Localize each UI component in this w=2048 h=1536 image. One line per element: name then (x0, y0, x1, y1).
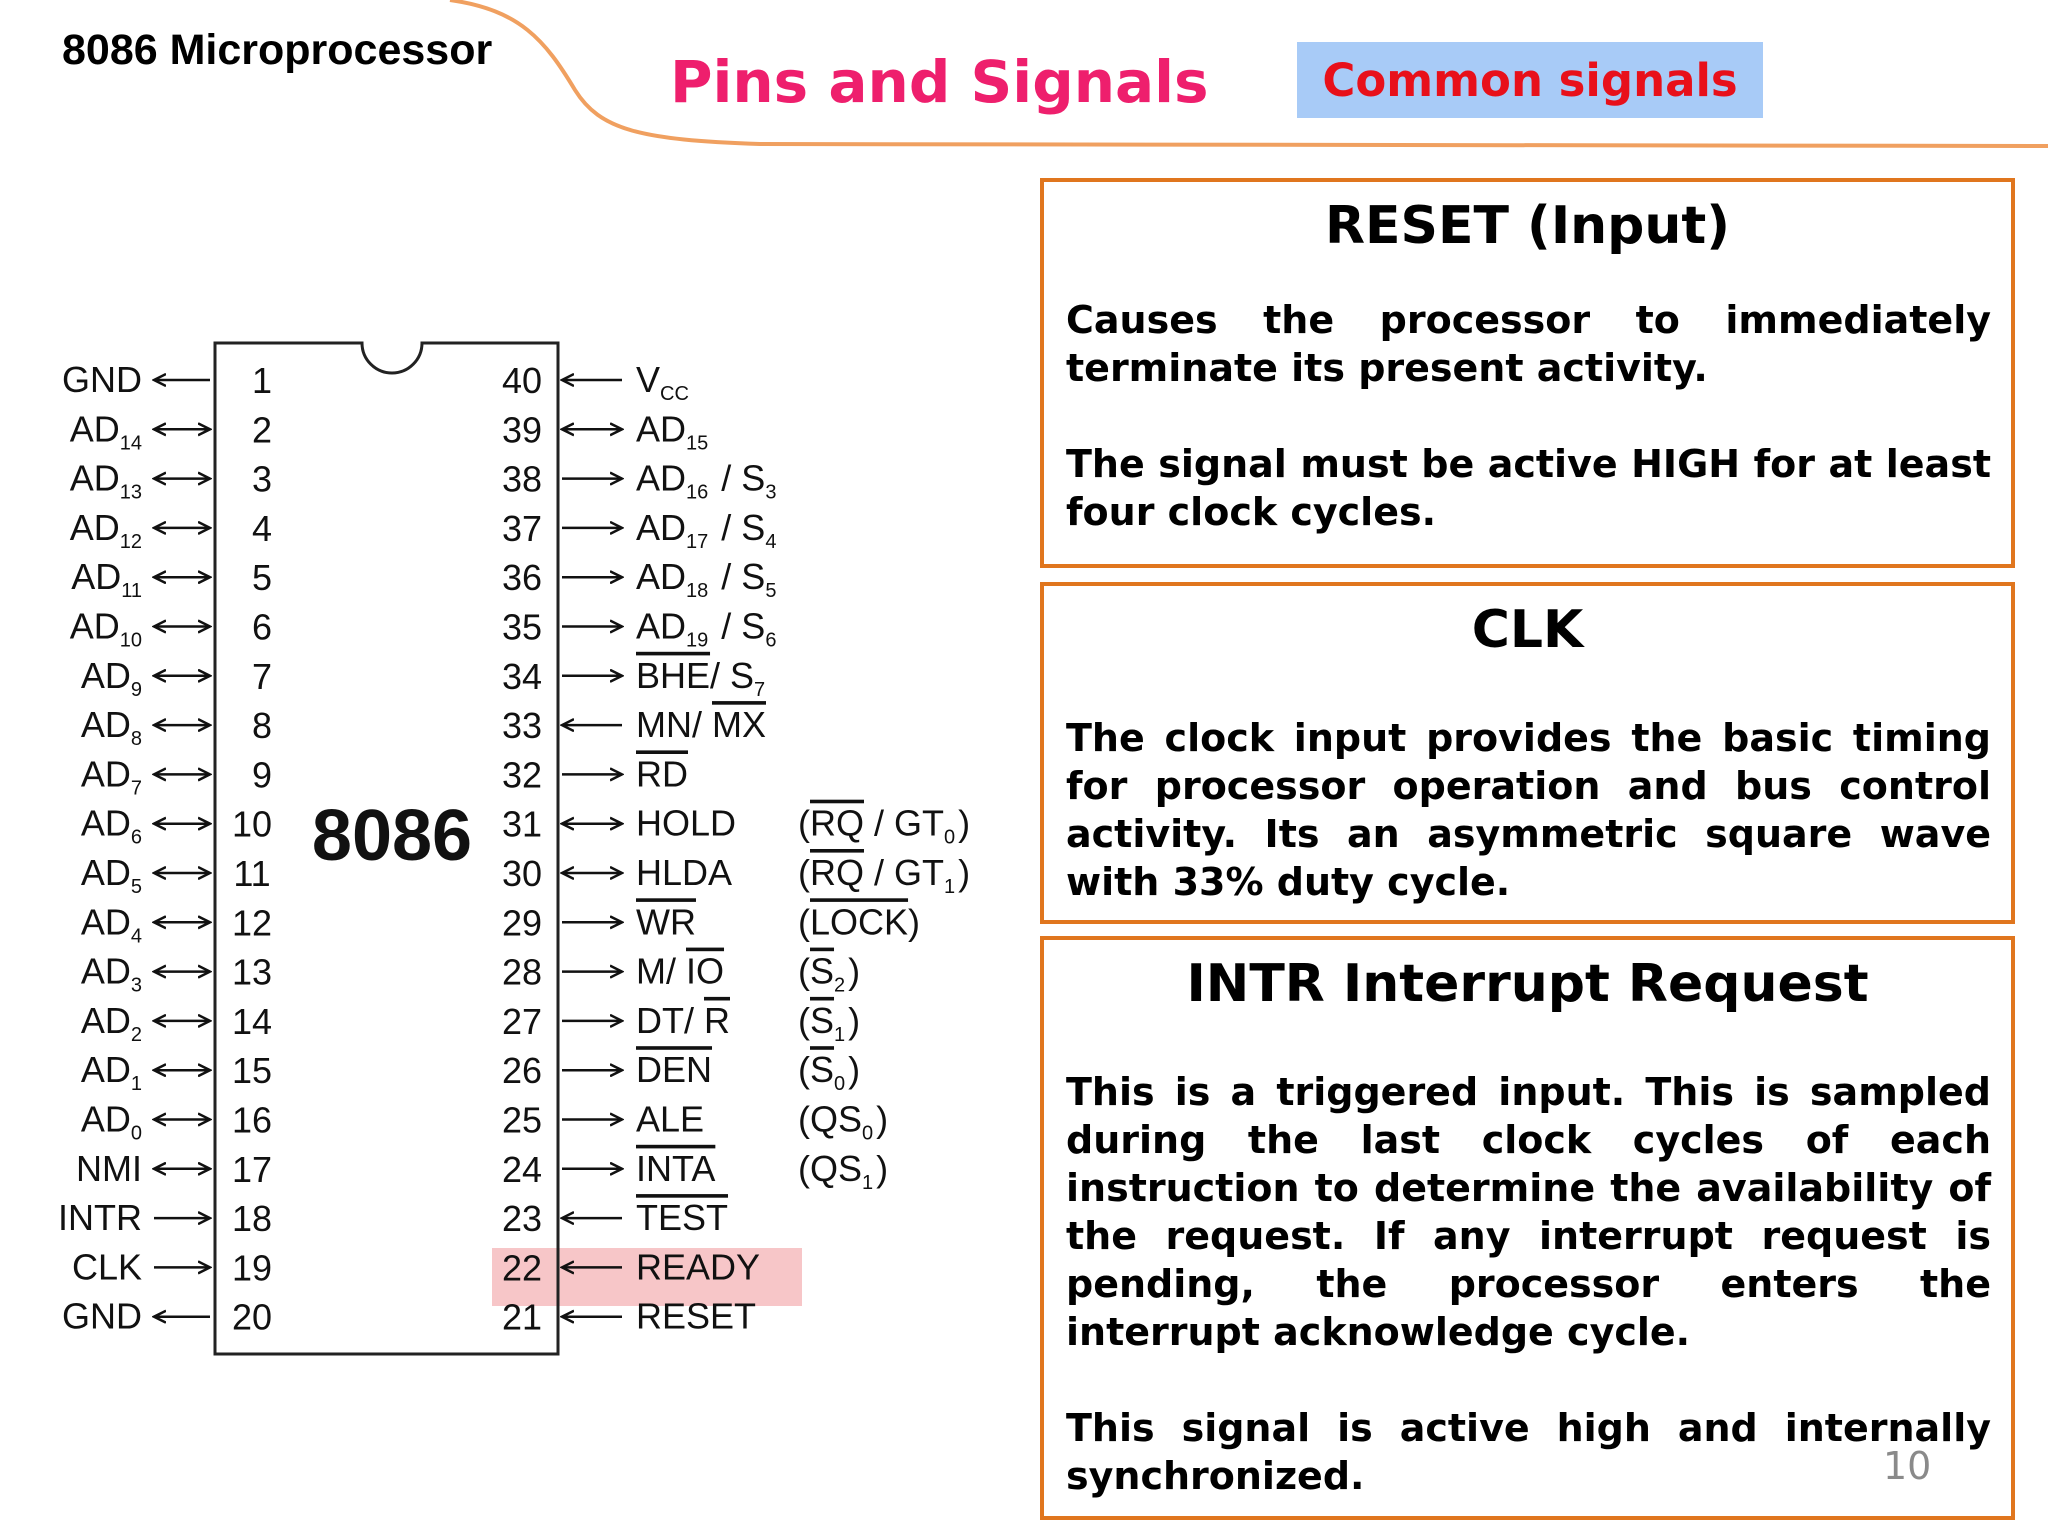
signal-text-part: R (704, 999, 730, 1041)
pin-number: 34 (501, 655, 543, 697)
pin-number: 5 (251, 557, 273, 599)
pin-number: 27 (501, 1000, 543, 1042)
signal-subscript: 8 (130, 728, 142, 751)
signal-subscript: 15 (686, 432, 709, 455)
signal-text-part: NMI (76, 1147, 142, 1189)
signal-subscript: 13 (119, 481, 142, 504)
chip-label: 8086 (311, 796, 473, 876)
pin-number: 26 (501, 1050, 543, 1092)
signal-text-part: ) (908, 901, 921, 943)
signal-text-part: ) (848, 950, 861, 992)
pin-alternate-signal (798, 1049, 860, 1095)
signal-text-part: AD (69, 408, 120, 450)
signal-subscript: 2 (834, 974, 846, 997)
signal-text-part: / S (710, 654, 755, 696)
signal-text-part: MX (712, 704, 766, 746)
pin-signal-label (636, 606, 779, 652)
pin-signal-label (62, 1296, 142, 1337)
pin-row-3 (70, 458, 272, 504)
pin-number: 16 (231, 1099, 273, 1141)
pin-signal-label (81, 901, 142, 947)
signal-subscript: 0 (834, 1073, 846, 1096)
signal-text-part: GND (62, 1295, 142, 1337)
signal-text-part: M/ (636, 950, 686, 992)
pin-number: 19 (231, 1247, 273, 1289)
pin-signal-label (70, 458, 142, 504)
pin-number: 3 (251, 458, 273, 500)
signal-text-part: TEST (636, 1197, 729, 1239)
signal-text-part: / S (711, 506, 766, 548)
clk-info-box (1040, 582, 2015, 924)
signal-text-part: AD (636, 556, 687, 598)
pin-number: 31 (501, 803, 543, 845)
pin-number: 10 (231, 803, 273, 845)
pin-signal-label (81, 951, 142, 997)
pin-number: 14 (231, 1000, 273, 1042)
clk-description: The clock input provides the basic timing for processor operation and bus control activity. Its an asymmetric square wave with 33% duty cycle. (1066, 716, 1991, 904)
signal-text-part: / GT (864, 802, 944, 844)
signal-text-part: IO (686, 950, 725, 992)
signal-subscript: CC (660, 383, 689, 405)
pin-signal-label (636, 507, 779, 553)
signal-text-part: AD (636, 605, 687, 647)
pin-number: 33 (501, 705, 543, 747)
pin-number: 21 (501, 1296, 543, 1338)
pin-number: 7 (251, 655, 273, 697)
pin-row-2 (70, 408, 272, 454)
signal-subscript: 2 (130, 1023, 142, 1046)
signal-text-part: RQ (810, 852, 864, 893)
pin-row-20 (62, 1296, 272, 1338)
signal-subscript: 4 (765, 530, 777, 553)
signal-subscript: 1 (862, 1171, 874, 1194)
pin-number: 15 (231, 1050, 273, 1092)
pin-row-27 (502, 1000, 860, 1046)
pin-number: 39 (501, 409, 543, 451)
clk-title: CLK (1471, 600, 1584, 660)
pin-signal-label (636, 1049, 712, 1090)
pin-number: 29 (501, 902, 543, 944)
signal-text-part: RQ (810, 802, 864, 844)
pin-number: 28 (501, 951, 543, 993)
pin-signal-label (71, 556, 142, 602)
pin-signal-label (70, 507, 142, 553)
signal-subscript: 19 (686, 629, 709, 652)
pin-row-16 (81, 1099, 272, 1145)
pin-signal-label (76, 1148, 142, 1189)
signal-text-part: S (810, 999, 835, 1041)
signal-text-part: ( (798, 999, 810, 1041)
pin-row-7 (81, 655, 272, 701)
signal-text-part: INTA (636, 1147, 716, 1189)
pin-row-37 (502, 507, 779, 553)
signal-subscript: 1 (130, 1073, 142, 1096)
signal-subscript: 9 (130, 678, 142, 701)
signal-text-part: DEN (636, 1049, 713, 1091)
pin-row-9 (81, 753, 272, 799)
signal-text-part: AD (80, 999, 131, 1041)
signal-subscript: 16 (686, 481, 709, 504)
pin-signal-label (636, 951, 724, 992)
pin-number: 24 (501, 1148, 543, 1190)
signal-subscript: 5 (765, 580, 777, 603)
signal-subscript: 3 (765, 481, 777, 504)
pin-signal-label (81, 1099, 142, 1145)
signal-subscript: 3 (130, 974, 142, 997)
pin-row-31 (502, 803, 970, 849)
pin-row-13 (81, 951, 272, 997)
pin-row-35 (502, 606, 779, 652)
signal-text-part: AD (80, 654, 131, 696)
pin-number: 30 (501, 853, 543, 894)
course-title: 8086 Microprocessor (62, 26, 493, 74)
pin-number: 11 (233, 853, 271, 894)
pin-signal-label (70, 408, 142, 454)
signal-text-part: / GT (864, 852, 944, 893)
pin-signal-label (636, 1099, 704, 1140)
pin-row-25 (502, 1099, 888, 1145)
pin-row-30 (502, 852, 970, 898)
signal-text-part: AD (80, 704, 131, 746)
pin-signal-label (636, 803, 736, 844)
pin-row-6 (70, 606, 272, 652)
signal-subscript: 0 (130, 1122, 142, 1145)
section-tag-label: Common signals (1322, 53, 1738, 107)
pin-row-33 (502, 704, 766, 746)
signal-text-part: ) (876, 1098, 889, 1140)
signal-subscript: 18 (686, 580, 709, 603)
pin-row-39 (502, 408, 711, 454)
pin-row-4 (70, 507, 272, 553)
pin-number: 35 (501, 606, 543, 648)
signal-text-part: ) (848, 999, 861, 1041)
signal-text-part: / S (711, 457, 766, 499)
signal-text-part: S (810, 950, 835, 992)
pin-row-40 (502, 359, 692, 405)
signal-text-part: AD (69, 605, 120, 647)
pin-row-19 (72, 1246, 272, 1288)
section-tag (1297, 42, 1763, 118)
pin-number: 2 (251, 409, 273, 451)
slide-title: Pins and Signals (670, 48, 1209, 116)
signal-text-part: ) (848, 1049, 861, 1091)
signal-text-part: AD (80, 1049, 131, 1091)
pin-row-17 (76, 1148, 272, 1190)
pin-signal-label (81, 655, 142, 701)
pin-signal-label (81, 1049, 142, 1095)
signal-subscript: 11 (121, 580, 142, 603)
pin-number: 38 (501, 458, 543, 500)
pin-signal-label (636, 359, 692, 405)
pin-row-38 (502, 458, 779, 504)
pin-number: 32 (501, 754, 543, 796)
pin-number: 22 (501, 1247, 543, 1289)
pin-signal-label (81, 852, 142, 898)
pin-number: 17 (231, 1148, 273, 1190)
signal-subscript: 6 (130, 826, 142, 849)
pin-signal-label (636, 1148, 715, 1189)
pin-signal-label (636, 1197, 728, 1238)
signal-text-part: (QS (798, 1147, 863, 1189)
intr-note: This signal is active high and internally synchronized. (1066, 1406, 1991, 1498)
signal-text-part: ( (798, 950, 810, 992)
pin-row-26 (502, 1049, 860, 1095)
pin-number: 18 (231, 1198, 273, 1240)
signal-subscript: 1 (944, 876, 956, 898)
signal-text-part: RD (636, 753, 688, 795)
signal-text-part: AD (636, 457, 687, 499)
pin-number: 1 (251, 360, 273, 401)
signal-text-part: / S (711, 605, 766, 647)
pin-number: 25 (501, 1099, 543, 1141)
pin-signal-label (636, 1296, 756, 1337)
pin-signal-label (636, 408, 711, 454)
pin-row-29 (502, 901, 920, 943)
pin-row-8 (81, 704, 272, 750)
pin-number: 6 (251, 606, 273, 648)
pin-signal-label (72, 1246, 142, 1287)
signal-text-part: AD (636, 408, 687, 450)
pin-row-15 (81, 1049, 272, 1095)
signal-text-part: ) (958, 802, 971, 844)
reset-requirement: The signal must be active HIGH for at least four clock cycles. (1066, 442, 1991, 534)
signal-text-part: LOCK (810, 901, 909, 943)
signal-subscript: 7 (754, 678, 766, 701)
pin-row-14 (81, 1000, 272, 1046)
signal-text-part: AD (69, 506, 120, 548)
pin-alternate-signal (798, 852, 970, 898)
pin-signal-label (636, 901, 696, 942)
pin-signal-label (70, 606, 142, 652)
signal-text-part: AD (636, 506, 687, 548)
signal-text-part: ( (798, 802, 810, 844)
pin-row-36 (502, 556, 779, 602)
signal-text-part: AD (80, 950, 131, 992)
signal-subscript: 14 (119, 432, 142, 455)
reset-info-box (1040, 178, 2015, 568)
signal-text-part: WR (636, 901, 696, 943)
pin-number: 8 (251, 705, 273, 747)
pin-row-18 (58, 1197, 272, 1239)
pin-row-23 (502, 1197, 728, 1239)
signal-text-part: ) (876, 1147, 889, 1189)
signal-text-part: AD (80, 753, 131, 795)
pin-row-5 (71, 556, 272, 602)
signal-text-part: CLK (71, 1246, 142, 1288)
pin-signal-label (636, 1246, 760, 1287)
reset-title: RESET (Input) (1324, 196, 1731, 256)
pin-row-28 (502, 951, 860, 997)
signal-text-part: AD (80, 852, 131, 893)
signal-subscript: 7 (130, 777, 142, 800)
signal-text-part: AD (80, 802, 131, 844)
pin-alternate-signal (798, 803, 970, 849)
pin-signal-label (636, 556, 779, 602)
pin-row-10 (81, 803, 272, 849)
signal-text-part: ( (798, 852, 810, 893)
signal-text-part: HLDA (636, 852, 733, 893)
signal-text-part: (QS (798, 1098, 863, 1140)
pin-row-24 (502, 1148, 888, 1194)
signal-subscript: 1 (834, 1023, 846, 1046)
pin-signal-label (636, 852, 732, 893)
pin-alternate-signal (798, 951, 860, 997)
signal-text-part: DT/ (636, 999, 704, 1041)
pin-alternate-signal (798, 901, 920, 942)
pin-number: 4 (251, 507, 273, 549)
pin-signal-label (58, 1197, 142, 1238)
signal-text-part: HOLD (636, 802, 737, 844)
signal-subscript: 5 (130, 876, 142, 898)
signal-subscript: 4 (130, 925, 142, 948)
pin-row-11 (81, 852, 271, 898)
pin-signal-label (62, 359, 142, 400)
signal-text-part: AD (69, 457, 120, 499)
signal-text-part: AD (80, 1098, 131, 1140)
pin-row-34 (502, 655, 768, 701)
intr-info-box (1040, 936, 2015, 1520)
pin-alternate-signal (798, 1000, 860, 1046)
left-pins (58, 359, 272, 1338)
pin-alternate-signal (798, 1148, 888, 1194)
signal-text-part: BHE (636, 654, 711, 696)
pin-signal-label (636, 655, 768, 701)
signal-subscript: 0 (862, 1122, 874, 1145)
pin-number: 12 (231, 902, 273, 944)
page-number: 10 (1883, 1444, 1932, 1488)
intr-title: INTR Interrupt Request (1186, 954, 1869, 1014)
pin-alternate-signal (798, 1099, 888, 1145)
pin-row-32 (502, 753, 688, 795)
signal-text-part: AD (80, 901, 131, 943)
signal-text-part: MN/ (636, 704, 712, 746)
signal-subscript: 12 (119, 530, 142, 553)
pin-number: 23 (501, 1198, 543, 1240)
pin-number: 13 (231, 951, 273, 993)
pin-signal-label (81, 1000, 142, 1046)
pin-number: 20 (231, 1296, 273, 1338)
signal-text-part: ( (798, 1049, 810, 1091)
pin-row-1 (62, 359, 272, 401)
signal-subscript: 17 (686, 530, 709, 553)
signal-text-part: AD (71, 556, 122, 598)
pin-signal-label (81, 803, 142, 849)
signal-text-part: / S (711, 556, 766, 598)
signal-text-part: ( (798, 901, 810, 943)
pin-row-12 (81, 901, 272, 947)
signal-subscript: 10 (119, 629, 142, 652)
pin-number: 9 (251, 754, 273, 796)
pin-number: 37 (501, 507, 543, 549)
intr-description: This is a triggered input. This is sampled during the last clock cycles of each instruction to determine the availability of the request. If any interrupt request is pending, the processor enters the interrupt acknowledge cycle. (1066, 1070, 1991, 1354)
pin-signal-label (636, 1000, 730, 1041)
signal-text-part: ) (958, 852, 971, 893)
signal-subscript: 6 (765, 629, 777, 652)
signal-text-part: READY (636, 1246, 761, 1288)
right-pins (502, 359, 970, 1338)
pin-signal-label (81, 753, 142, 799)
pin-signal-label (636, 753, 688, 794)
pin-number: 40 (501, 360, 543, 401)
signal-text-part: S (810, 1049, 835, 1091)
signal-text-part: GND (62, 359, 142, 400)
pin-signal-label (636, 458, 779, 504)
signal-text-part: RESET (636, 1295, 757, 1337)
pin-signal-label (81, 704, 142, 750)
signal-text-part: V (636, 359, 661, 400)
signal-text-part: ALE (636, 1098, 705, 1140)
reset-description: Causes the processor to immediately terminate its present activity. (1066, 298, 1991, 390)
signal-text-part: INTR (58, 1197, 142, 1239)
pin-signal-label (636, 704, 766, 745)
pin-diagram (0, 320, 1000, 1380)
signal-subscript: 0 (944, 826, 956, 849)
pin-number: 36 (501, 557, 543, 599)
